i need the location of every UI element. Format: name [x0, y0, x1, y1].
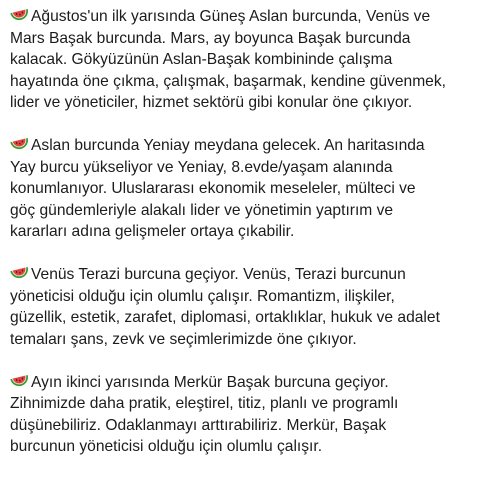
paragraph-1	[10, 6, 494, 114]
text-line: hayatında öne çıkma, çalışmak, başarmak, kendine güvenmek,	[10, 72, 446, 90]
watermelon-icon	[10, 8, 30, 22]
text-line: kararları adına gelişmeler ortaya çıkabilir.	[10, 223, 295, 240]
text-line: Zihnimizde daha pratik, eleştirel, titiz, planlı ve programlı	[10, 395, 399, 412]
paragraph-2	[10, 135, 494, 243]
text-line: göç gündemleriyle alakalı lider ve yönetimin yaptırım ve	[10, 201, 394, 219]
text-line: düşünebiliriz. Odaklanmayı arttırabiliriz. Merkür, Başak	[10, 416, 387, 434]
watermelon-icon	[10, 374, 30, 388]
text-line: Yay burcu yükseliyor ve Yeniay, 8.evde/yaşam alanında	[10, 158, 393, 176]
watermelon-icon	[10, 137, 30, 151]
text-line: temaları şans, zevk ve seçimlerimizde öne çıkıyor.	[10, 330, 357, 348]
text-line: Venüs Terazi burcuna geçiyor. Venüs, Terazi burcunun	[31, 266, 406, 283]
text-line: Mars Başak burcunda. Mars, ay boyunca Başak burcunda	[10, 29, 411, 47]
text-line: konumlanıyor. Uluslararası ekonomik meseleler, mülteci ve	[10, 180, 416, 197]
paragraph-3	[10, 264, 494, 350]
watermelon-icon	[10, 266, 30, 280]
text-line: burcunun yöneticisi olduğu için olumlu çalışır.	[10, 438, 323, 455]
text-line: lider ve yöneticiler, hizmet sektörü gibi konular öne çıkıyor.	[10, 94, 413, 111]
text-line: Aslan burcunda Yeniay meydana gelecek. An haritasında	[31, 137, 425, 154]
text-line: kalacak. Gökyüzünün Aslan-Başak kombininde çalışma	[10, 51, 393, 68]
text-line: güzellik, estetik, zarafet, diplomasi, ortaklıklar, hukuk ve adalet	[10, 309, 440, 326]
text-line: yöneticisi olduğu için olumlu çalışır. Romantizm, ilişkiler,	[10, 287, 395, 305]
paragraph-4	[10, 372, 494, 458]
text-line: Ayın ikinci yarısında Merkür Başak burcuna geçiyor.	[31, 373, 389, 391]
text-line: Ağustos'un ilk yarısında Güneş Aslan burcunda, Venüs ve	[31, 8, 431, 25]
post-body	[10, 6, 494, 458]
